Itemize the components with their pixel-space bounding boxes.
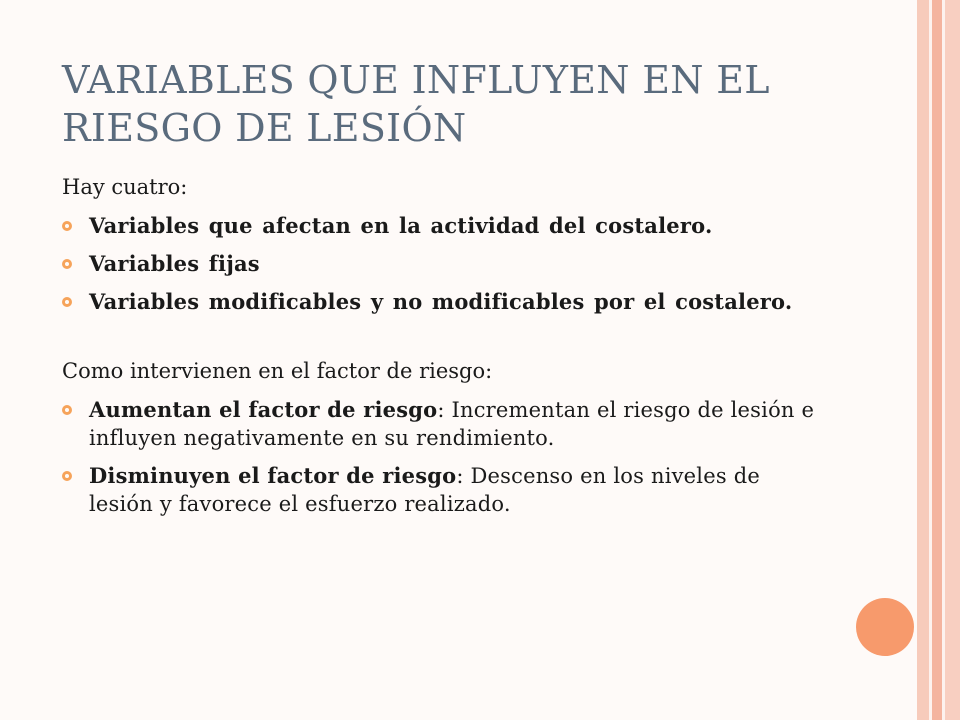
- circle-bullet-icon: [62, 259, 72, 269]
- list-item-bold: Aumentan el factor de riesgo: [89, 397, 438, 422]
- decorative-stripe: [932, 0, 942, 720]
- decorative-stripe: [917, 0, 929, 720]
- list-item: [62, 462, 822, 518]
- slide-body: [62, 172, 822, 518]
- circle-bullet-icon: [62, 471, 72, 481]
- variables-list: [62, 212, 822, 316]
- list-item-bold: Variables que afectan en la actividad del costalero.: [89, 213, 713, 238]
- intro-text: Hay cuatro:: [62, 175, 188, 199]
- list-item: [62, 288, 822, 316]
- circle-bullet-icon: [62, 405, 72, 415]
- subheading-text: Como intervienen en el factor de riesgo:: [62, 359, 493, 383]
- list-item: [62, 396, 822, 452]
- list-item-text: : Incrementan el riesgo de lesión e influyen negativamente en su rendimiento.: [89, 398, 815, 450]
- circle-bullet-icon: [62, 297, 72, 307]
- decorative-circle: [856, 598, 914, 656]
- slide-title: VARIABLES QUE INFLUYEN EN EL RIESGO DE LESIÓN: [62, 58, 770, 150]
- list-item: [62, 212, 822, 240]
- list-item-bold: Variables fijas: [89, 251, 260, 276]
- circle-bullet-icon: [62, 221, 72, 231]
- list-item-text: : Descenso en los niveles de lesión y favorece el esfuerzo realizado.: [89, 464, 760, 516]
- risk-factor-list: [62, 396, 822, 518]
- list-item-bold: Disminuyen el factor de riesgo: [89, 463, 457, 488]
- list-item-bold: Variables modificables y no modificables por el costalero.: [89, 289, 793, 314]
- decorative-stripe: [945, 0, 960, 720]
- list-item: [62, 250, 822, 278]
